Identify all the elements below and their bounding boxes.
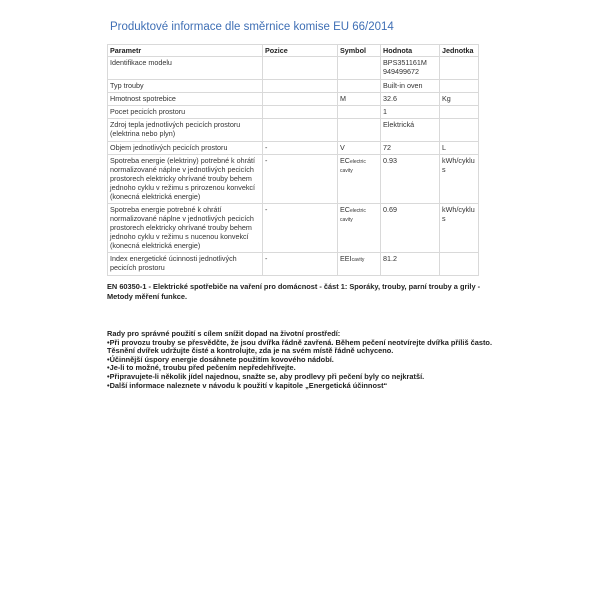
standard-note: EN 60350-1 - Elektrické spotřebiče na vaření pro domácnost - část 1: Sporáky, trouby, parní trouby a grily - Metody měření funkce. [107,282,481,301]
table-row [108,57,479,80]
cell-hodnota: 1 [381,106,440,119]
product-number: 949499672 [383,67,419,76]
cell-parametr: Index energetické úcinnosti jednotlivých pecicích prostoru [108,253,263,276]
cell-pozice: - [263,155,338,204]
model-number: BPS351161M [383,58,427,67]
table-row [108,80,479,93]
page-title: Produktové informace dle směrnice komise EU 66/2014 [110,21,394,33]
cell-pozice [263,93,338,106]
cell-parametr: Spotreba energie potrebné k ohrátí normalizované náplne v jednotlivých pecicích prostorech elektricky ohrívané trouby behem jednoho cyklu v režimu s nucenou konvekcí (konecná elektrická energie) [108,204,263,253]
cell-jednotka [440,106,479,119]
symbol-main: EEI [340,254,352,263]
header-pozice: Pozice [263,45,338,57]
tip-item: • Další informace naleznete v návodu k použití v kapitole „Energetická účinnost“ [107,382,497,391]
cell-symbol [338,57,381,80]
table-header-row [108,45,479,57]
table-row [108,253,479,276]
cell-pozice: - [263,204,338,253]
cell-jednotka [440,119,479,142]
cell-pozice [263,119,338,142]
symbol-main: EC [340,156,350,165]
cell-jednotka [440,253,479,276]
cell-parametr: Zdroj tepla jednotlivých pecicích prostoru (elektrina nebo plyn) [108,119,263,142]
table-row [108,155,479,204]
eco-tips [107,330,497,390]
table-row [108,142,479,155]
cell-pozice [263,80,338,93]
cell-symbol [338,155,381,204]
cell-hodnota: 32.6 [381,93,440,106]
cell-symbol [338,204,381,253]
table-row [108,119,479,142]
tip-item: • Při provozu trouby se přesvědčte, že jsou dvířka řádně zavřená. Během pečení neotvírejte dvířka příliš často. Těsnění dvířek udržujte čisté a kontrolujte, zda je na svém místě řádně uchyceno. [107,339,497,356]
cell-symbol [338,106,381,119]
product-info-table [107,44,479,276]
cell-jednotka: Kg [440,93,479,106]
cell-symbol [338,253,381,276]
cell-hodnota [381,57,440,80]
header-symbol: Symbol [338,45,381,57]
tips-list [107,339,497,391]
cell-parametr: Identifikace modelu [108,57,263,80]
cell-parametr: Typ trouby [108,80,263,93]
symbol-subscript: cavity [351,257,365,263]
cell-symbol [338,119,381,142]
tip-item: • Účinnější úspory energie dosáhnete použitím kovového nádobí. [107,356,497,365]
cell-hodnota: 0.93 [381,155,440,204]
cell-symbol: M [338,93,381,106]
cell-parametr: Pocet pecicích prostoru [108,106,263,119]
cell-symbol: V [338,142,381,155]
tip-item: • Připravujete-li několik jídel najednou, snažte se, aby prodlevy při pečení byly co nejkratší. [107,373,497,382]
cell-parametr: Hmotnost spotrebice [108,93,263,106]
cell-parametr: Spotreba energie (elektriny) potrebné k ohrátí normalizované náplne v jednotlivých pecicích prostorech elektricky ohrívané trouby behem jednoho cyklu v režimu s prirozenou konvekcí (konecná elektrická energie) [108,155,263,204]
tip-item: • Je-li to možné, troubu před pečením nepředehřívejte. [107,364,497,373]
cell-jednotka: kWh/cyklus [440,155,479,204]
cell-hodnota: 72 [381,142,440,155]
cell-parametr: Objem jednotlivých pecicích prostoru [108,142,263,155]
table-row [108,106,479,119]
table-row [108,204,479,253]
cell-hodnota: Built-in oven [381,80,440,93]
table-row [108,93,479,106]
cell-pozice [263,57,338,80]
symbol-main: EC [340,205,350,214]
cell-pozice: - [263,253,338,276]
tips-heading: Rady pro správné použití s cílem snížit dopad na životní prostředí: [107,329,341,338]
symbol-subscript: electric cavity [340,208,366,223]
cell-pozice: - [263,142,338,155]
cell-jednotka [440,57,479,80]
cell-jednotka: kWh/cyklus [440,204,479,253]
cell-hodnota: 81.2 [381,253,440,276]
header-jednotka: Jednotka [440,45,479,57]
symbol-subscript: electric cavity [340,159,366,174]
cell-symbol [338,80,381,93]
cell-jednotka: L [440,142,479,155]
cell-hodnota: 0.69 [381,204,440,253]
cell-pozice [263,106,338,119]
cell-jednotka [440,80,479,93]
cell-hodnota: Elektrická [381,119,440,142]
header-parametr: Parametr [108,45,263,57]
header-hodnota: Hodnota [381,45,440,57]
